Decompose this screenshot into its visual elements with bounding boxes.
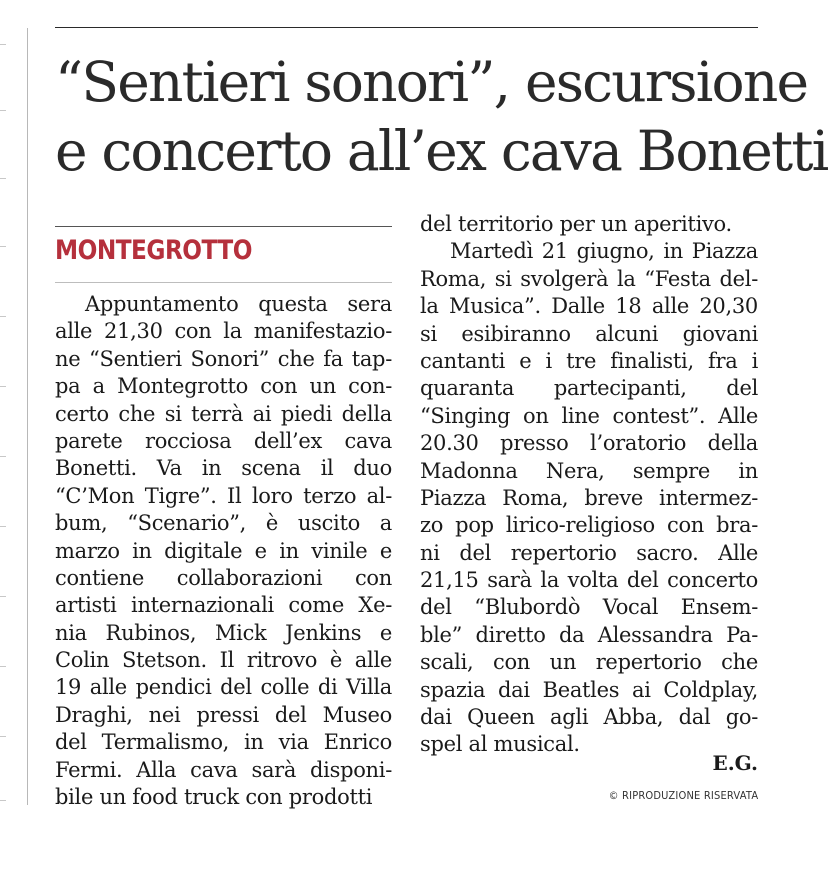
text-line: Draghi, nei pressi del Museo [55,702,392,727]
text-line: “Singing on line contest”. Alle [420,403,758,428]
top-rule [55,27,758,28]
kicker-location: MONTEGROTTO [55,235,252,266]
text-line: “C’Mon Tigre”. Il loro terzo al- [55,483,392,508]
text-line: spel al musical. [420,732,580,757]
text-line: parete rocciosa dell’ex cava [55,428,392,453]
text-line: cantanti e i tre finalisti, fra i [420,348,758,373]
headline [55,48,828,186]
text-line: bum, “Scenario”, è uscito a [55,511,392,536]
text-line: zo pop lirico-religioso con bra- [420,513,758,538]
text-line: quaranta partecipanti, del [420,376,758,401]
text-line: 21,15 sarà la volta del concerto [420,568,758,593]
text-line: la Musica”. Dalle 18 alle 20,30 [420,294,758,319]
text-line: Fermi. Alla cava sarà disponi- [55,757,392,782]
text-line: scali, con un repertorio che [420,650,758,675]
copyright-notice: © RIPRODUZIONE RISERVATA [608,789,758,802]
article-column-2 [420,211,758,759]
text-line: ble” diretto da Alessandra Pa- [420,622,758,647]
text-line: spazia dai Beatles ai Coldplay, [420,677,758,702]
text-line: bile un food truck con prodotti [55,785,373,810]
text-line: Piazza Roma, breve intermez- [420,485,758,510]
byline: E.G. [712,751,758,775]
page-edge-ticks [0,0,6,883]
text-line: alle 21,30 con la manifestazio- [55,319,392,344]
headline-line: e concerto all’ex cava Bonetti [55,119,828,183]
text-line: certo che si terrà ai piedi della [55,401,392,426]
text-line: nia Rubinos, Mick Jenkins e [55,620,392,645]
text-line: del territorio per un aperitivo. [420,212,732,236]
text-line: del “Blubordò Vocal Ensem- [420,595,758,620]
text-line: pa a Montegrotto con un con- [55,374,392,399]
text-line: dai Queen agli Abba, dal go- [420,705,758,730]
text-line: marzo in digitale e in vinile e [55,538,392,563]
text-line: Colin Stetson. Il ritrovo è alle [55,648,392,673]
text-line: contiene collaborazioni con [55,565,392,590]
text-line: ne “Sentieri Sonori” che fa tap- [55,346,392,371]
headline-line: “Sentieri sonori”, escursione [55,50,808,114]
text-line: Roma, si svolgerà la “Festa del- [420,266,758,291]
article-column-1 [55,291,392,811]
column-divider-left [27,28,28,805]
text-line: Appuntamento questa sera [85,292,392,316]
text-line: del Termalismo, in via Enrico [55,730,392,755]
text-line: ni del repertorio sacro. Alle [420,540,758,565]
text-line: 20.30 presso l’oratorio della [420,431,758,456]
text-line: 19 alle pendici del colle di Villa [55,675,392,700]
text-line: Martedì 21 giugno, in Piazza [450,239,758,264]
kicker-rule [55,226,392,227]
kicker-underline [55,282,392,283]
text-line: Madonna Nera, sempre in [420,458,758,483]
text-line: Bonetti. Va in scena il duo [55,456,392,481]
text-line: si esibiranno alcuni giovani [420,321,758,346]
text-line: artisti internazionali come Xe- [55,593,392,618]
